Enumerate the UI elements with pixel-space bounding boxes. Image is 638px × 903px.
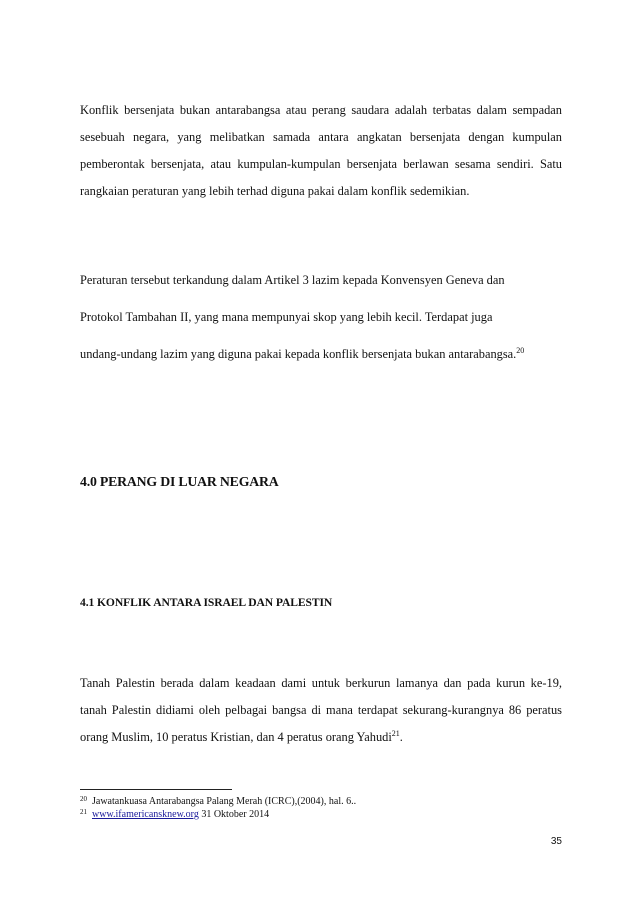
paragraph-line: pemberontak bersenjata, atau kumpulan-kumpulan bersenjata berlawan sesama sendiri. Satu [80, 157, 562, 171]
footnote-ref-21[interactable]: 21 [391, 729, 400, 738]
paragraph-line: rangkaian peraturan yang lebih terhad diguna pakai dalam konflik sedemikian. [80, 184, 470, 198]
paragraph-line [80, 724, 562, 751]
paragraph-line [80, 341, 562, 368]
paragraph-line: Peraturan tersebut terkandung dalam Artikel 3 lazim kepada Konvensyen Geneva dan [80, 273, 505, 287]
footnote-21 [80, 808, 269, 821]
page-number: 35 [550, 836, 562, 847]
footnote-separator [80, 789, 232, 790]
paragraph-konflik-bersenjata [80, 97, 562, 205]
footnote-20 [80, 795, 356, 808]
footnote-ref-20[interactable]: 20 [516, 346, 525, 355]
footnote-link[interactable]: www.ifamericansknew.org [92, 809, 199, 820]
paragraph-trailing: . [399, 730, 403, 744]
paragraph-line: tanah Palestin didiami oleh pelbagai bangsa di mana terdapat sekurang-kurangnya 86 peratus [80, 703, 562, 717]
section-heading-4-0: 4.0 PERANG DI LUAR NEGARA [80, 474, 279, 489]
footnote-text: Jawatankuasa Antarabangsa Palang Merah (ICRC),(2004), hal. 6.. [92, 796, 357, 807]
paragraph-line: Protokol Tambahan II, yang mana mempunyai skop yang lebih kecil. Terdapat juga [80, 310, 493, 324]
paragraph-line-text: undang-undang lazim yang diguna pakai kepada konflik bersenjata bukan antarabangsa. [80, 347, 517, 361]
paragraph-tanah-palestin [80, 670, 562, 751]
paragraph-line: sesebuah negara, yang melibatkan samada antara angkatan bersenjata dengan kumpulan [80, 130, 562, 144]
paragraph-line: Konflik bersenjata bukan antarabangsa atau perang saudara adalah terbatas dalam sempadan [80, 103, 562, 117]
section-heading-4-1: 4.1 KONFLIK ANTARA ISRAEL DAN PALESTIN [80, 596, 333, 609]
footnote-number: 20 [80, 795, 87, 803]
paragraph-peraturan [80, 267, 562, 368]
footnote-text: 31 Oktober 2014 [198, 809, 270, 820]
paragraph-line-text: orang Muslim, 10 peratus Kristian, dan 4 peratus orang Yahudi [80, 730, 392, 744]
paragraph-line: Tanah Palestin berada dalam keadaan dami untuk berkurun lamanya dan pada kurun ke-19, [80, 676, 562, 690]
footnote-number: 21 [80, 808, 87, 816]
